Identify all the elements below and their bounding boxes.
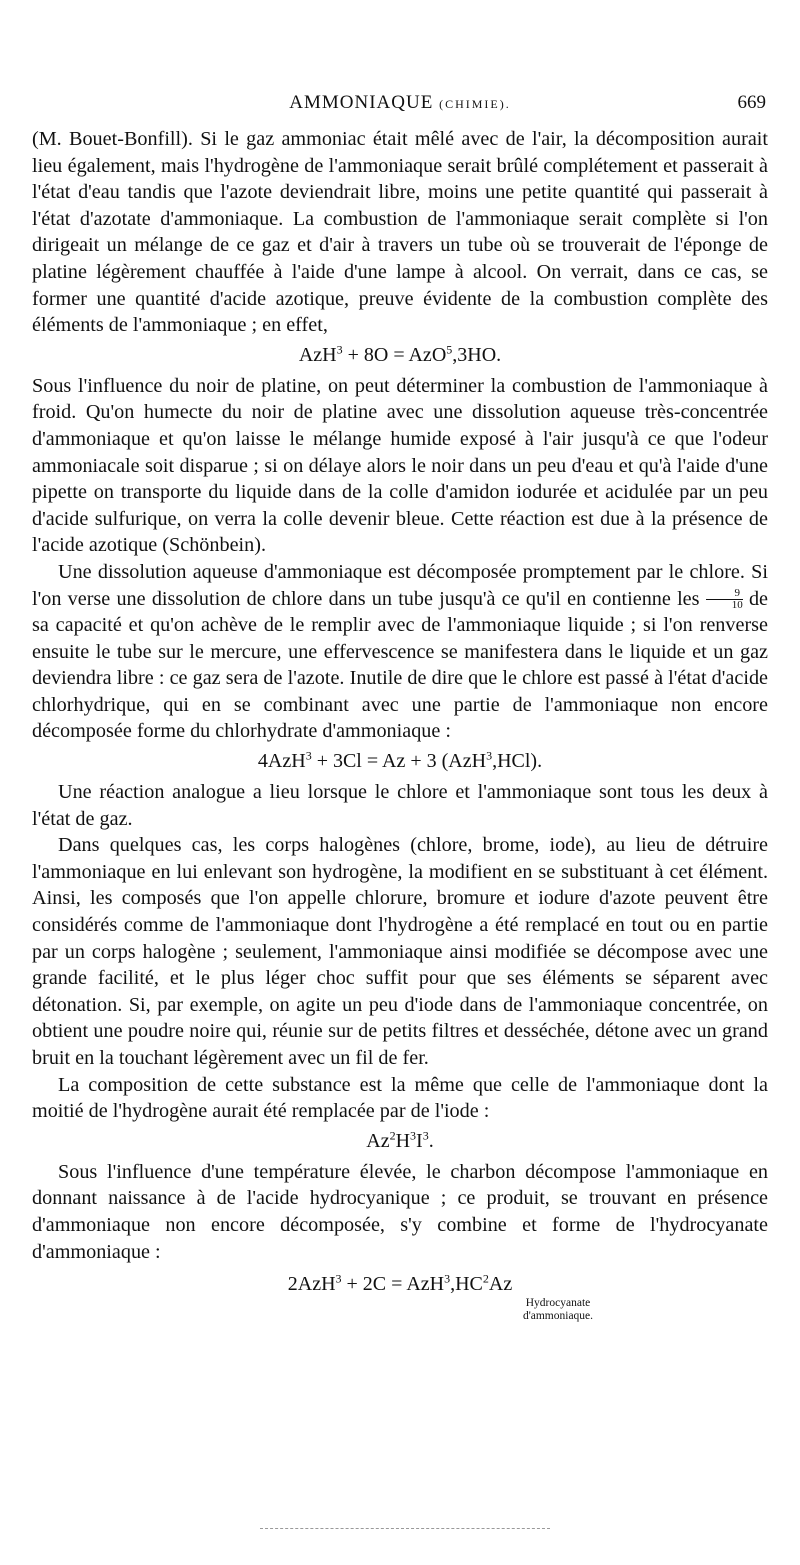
formula-text: ,3HO. <box>452 343 502 366</box>
formula-sup: 3 <box>410 1128 417 1143</box>
annotation-line: Hydrocyanate <box>525 1297 591 1310</box>
formula-azotic-acid <box>32 341 768 369</box>
paragraph-5: Dans quelques cas, les corps halogènes (chlore, brome, iode), au lieu de détruire l'ammoniaque en lui enlevant son hydrogène, la modifient en se substituant à cet élément. Ainsi, les composés que l'on appelle chlorure, bromure et iodure d'azote peuvent être considérés comme de l'ammoniaque dont l'hydrogène a été remplacé en tout ou en partie par un corps halogène ; seulement, l'ammoniaque ainsi modifiée se décompose avec une grande facilité, et le plus léger choc suffit pour que ses éléments se séparent avec détonation. Si, par exemple, on agite un peu d'iode dans de l'ammoniaque concentrée, on obtient une poudre noire qui, réunie sur de petits filtres et desséchée, détone avec un grand bruit en la touchant légèrement avec un fil de fer. <box>32 834 768 1069</box>
header-subtitle: (CHIMIE). <box>439 97 511 111</box>
paragraph-3-end: de sa capacité et qu'on achève de le remplir avec de l'ammoniaque liquide ; si l'on renverse ensuite le tube sur le mercure, une effervescence se manifestera dans le liquide et un gaz deviendra libre : ce gaz sera de l'azote. Inutile de dire que le chlore est passé à l'état d'acide chlorhydrique, qui en se combinant avec une partie de l'ammoniaque non encore décomposée forme du chlorhydrate d'ammoniaque : <box>32 587 768 743</box>
paragraph-1: (M. Bouet-Bonfill). Si le gaz ammoniac était mêlé avec de l'air, la décomposition aurait lieu également, mais l'hydrogène de l'ammoniaque serait brûlé complétement et passerait à l'état d'eau tandis que l'azote deviendrait libre, moins une petite quantité qui passerait à l'état d'azotate d'ammoniaque. La combustion de l'ammoniaque serait complète si l'on dirigeait un mélange de ce gaz et d'air à travers un tube où se trouverait de l'éponge de platine légèrement chauffée à l'aide d'une lampe à alcool. On verrait, dans ce cas, se former une quantité d'acide azotique, preuve évidente de la combustion complète des éléments de l'ammoniaque ; en effet, <box>32 128 768 337</box>
running-title <box>32 92 768 114</box>
fraction <box>706 588 743 611</box>
page-number: 669 <box>737 92 766 113</box>
fraction-denominator: 10 <box>731 599 743 612</box>
formula-text: + 2C = AzH <box>341 1273 445 1296</box>
formula-text: . <box>428 1129 434 1152</box>
formula-sup: 2 <box>389 1128 396 1143</box>
paragraph-3 <box>32 559 768 745</box>
formula-sup: 3 <box>444 1271 451 1286</box>
formula-equation <box>288 1273 512 1295</box>
paragraph-6: La composition de cette substance est la même que celle de l'ammoniaque dont la moitié de l'hydrogène aurait été remplacée par de l'iode : <box>32 1073 768 1123</box>
formula-sup: 2 <box>482 1271 489 1286</box>
formula-text: ,HCl). <box>492 750 543 773</box>
formula-annotation <box>478 1297 638 1323</box>
formula-chlorine-reaction <box>32 747 768 775</box>
annotation-line: d'ammoniaque. <box>522 1310 594 1323</box>
formula-hydrocyanate <box>32 1271 768 1323</box>
formula-sup: 3 <box>336 342 343 357</box>
formula-sup: 3 <box>305 748 312 763</box>
formula-sup: 3 <box>486 748 493 763</box>
paragraph-7: Sous l'influence d'une température élevée, le charbon décompose l'ammoniaque en donnant naissance à de l'acide hydrocyanique ; ce produit, se trouvant en présence d'ammoniaque non encore décomposée, s'y combine et forme de l'hydrocyanate d'ammoniaque : <box>32 1160 768 1263</box>
formula-text: AzH <box>298 343 337 366</box>
page <box>32 92 768 1323</box>
formula-text: I <box>416 1129 423 1152</box>
formula-sup: 3 <box>422 1128 429 1143</box>
formula-text: Az <box>488 1273 513 1296</box>
paragraph-2: Sous l'influence du noir de platine, on peut déterminer la combustion de l'ammoniaque à froid. Qu'on humecte du noir de platine avec une dissolution aqueuse très-concentrée d'ammoniaque et qu'on laisse le mélange humide exposé à l'air jusqu'à ce que l'odeur ammoniacale soit disparue ; si on délaye alors le noir dans un peu d'eau et qu'à l'aide d'une pipette on transporte du liquide dans de la colle d'amidon iodurée et acidulée par un peu d'acide sulfurique, on verra la colle devenir bleue. Cette réaction est due à la présence de l'acide azotique (Schönbein). <box>32 374 768 557</box>
formula-text: H <box>395 1129 411 1152</box>
formula-iodide <box>32 1127 768 1155</box>
paragraph-3-start: Une dissolution aqueuse d'ammoniaque est décomposée promptement par le chlore. Si l'on verse une dissolution de chlore dans un tube jusqu'à ce qu'il en contienne les <box>32 560 768 610</box>
header-title: AMMONIAQUE <box>289 92 434 113</box>
running-header <box>32 92 768 126</box>
formula-sup: 5 <box>446 342 453 357</box>
formula-text: ,HC <box>450 1273 483 1296</box>
formula-text: + 8O = AzO <box>342 343 447 366</box>
formula-sup: 3 <box>335 1271 342 1286</box>
fraction-numerator: 9 <box>706 588 743 600</box>
formula-text: 4AzH <box>257 750 306 773</box>
formula-text: Az <box>366 1129 390 1152</box>
formula-text: + 3Cl = Az + 3 (AzH <box>311 750 487 773</box>
paragraph-4: Une réaction analogue a lieu lorsque le chlore et l'ammoniaque sont tous les deux à l'état de gaz. <box>32 781 768 830</box>
formula-text: 2AzH <box>287 1273 336 1296</box>
footer-rule <box>260 1528 550 1531</box>
